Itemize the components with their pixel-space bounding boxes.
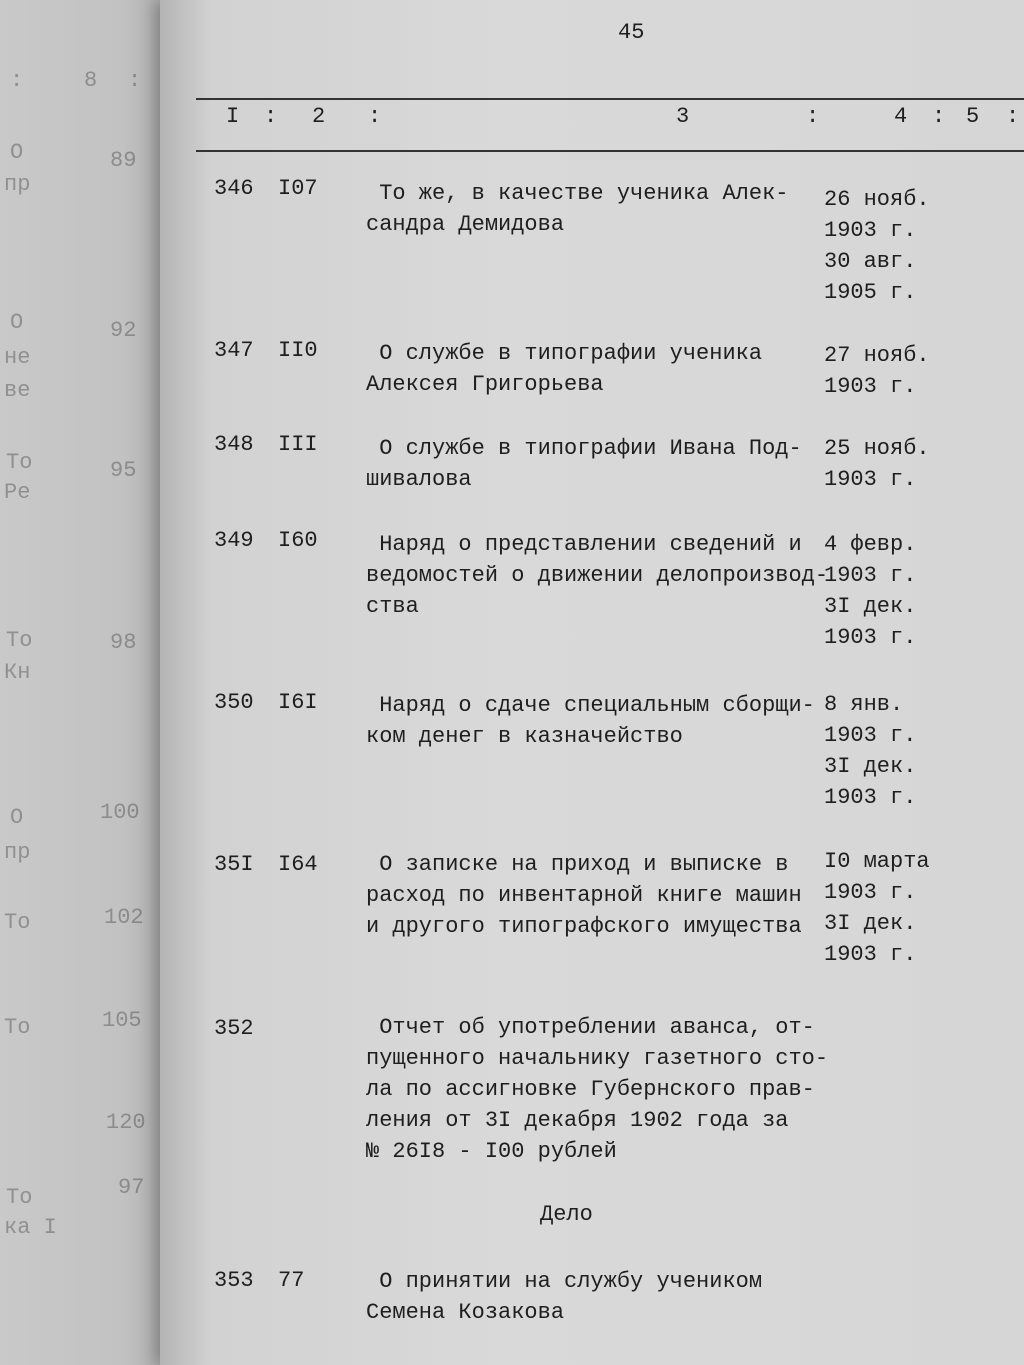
bleed-fragment: 89	[110, 148, 137, 173]
previous-page-edge	[0, 0, 175, 1365]
bleed-fragment: 120	[106, 1110, 146, 1135]
entry-title: О принятии на службу учеником Семена Козакова	[366, 1269, 763, 1325]
bleed-fragment: 98	[110, 630, 137, 655]
entry-number: 352	[214, 1016, 254, 1041]
section-heading: Дело	[540, 1202, 593, 1227]
bleed-fragment: ве	[4, 378, 31, 403]
bleed-fragment: То	[6, 450, 33, 475]
entry-number: 353	[214, 1268, 254, 1293]
page-number: 45	[618, 20, 645, 45]
entry-dates: I0 марта 1903 г. 3I дек. 1903 г.	[824, 849, 930, 967]
header-rule-top	[196, 98, 1024, 100]
entry-code: II0	[278, 338, 318, 363]
column-header-5: 5	[966, 104, 980, 129]
bleed-fragment: O	[10, 140, 24, 165]
bleed-fragment: 100	[100, 800, 140, 825]
document-page	[160, 0, 1024, 1365]
bleed-fragment: O	[10, 310, 24, 335]
entry-title: О записке на приход и выписке в расход по инвентарной книге машин и другого типографского имущества	[366, 852, 802, 939]
column-header-separator: :	[264, 104, 278, 129]
bleed-fragment: Ре	[4, 480, 31, 505]
entry-number: 35I	[214, 852, 254, 877]
bleed-fragment: пр	[4, 840, 31, 865]
header-rule-bottom	[196, 150, 1024, 152]
entry-dates: 26 нояб. 1903 г. 30 авг. 1905 г.	[824, 187, 930, 305]
entry-code: I07	[278, 176, 318, 201]
bleed-fragment: :	[10, 68, 24, 93]
entry-title: Наряд о сдаче специальным сборщи- ком денег в казначейство	[366, 693, 815, 749]
entry-number: 350	[214, 690, 254, 715]
column-header-separator: :	[806, 104, 820, 129]
entry-code: I60	[278, 528, 318, 553]
bleed-fragment: 95	[110, 458, 137, 483]
entry-title: Отчет об употреблении аванса, от- пущенного начальнику газетного сто- ла по ассигновке Губернского прав- ления от 3I декабря 1902 года за № 26I8 - I00 рублей	[366, 1015, 829, 1164]
bleed-fragment: не	[4, 345, 31, 370]
bleed-fragment: ка I	[4, 1215, 57, 1240]
column-header-2: 2	[312, 104, 326, 129]
entry-title: То же, в качестве ученика Алек- сандра Демидова	[366, 181, 789, 237]
entry-code: I6I	[278, 690, 318, 715]
entry-code: III	[278, 432, 318, 457]
entry-title: О службе в типографии Ивана Под- шивалова	[366, 436, 802, 492]
bleed-fragment: 8	[84, 68, 98, 93]
entry-code: I64	[278, 852, 318, 877]
column-header-separator: :	[368, 104, 382, 129]
bleed-fragment: 92	[110, 318, 137, 343]
entry-dates: 25 нояб. 1903 г.	[824, 436, 930, 492]
entry-number: 348	[214, 432, 254, 457]
bleed-fragment: :	[128, 68, 142, 93]
entry-number: 347	[214, 338, 254, 363]
column-header-separator: :	[1006, 104, 1020, 129]
column-header-separator: :	[932, 104, 946, 129]
entry-title: О службе в типографии ученика Алексея Григорьева	[366, 341, 763, 397]
entry-dates: 8 янв. 1903 г. 3I дек. 1903 г.	[824, 692, 917, 810]
entry-number: 349	[214, 528, 254, 553]
bleed-fragment: 102	[104, 905, 144, 930]
bleed-fragment: То	[4, 1015, 31, 1040]
bleed-fragment: 97	[118, 1175, 145, 1200]
entry-title: Наряд о представлении сведений и ведомостей о движении делопроизвод- ства	[366, 532, 829, 619]
bleed-fragment: O	[10, 805, 24, 830]
entry-dates: 4 февр. 1903 г. 3I дек. 1903 г.	[824, 532, 917, 650]
bleed-fragment: Кн	[4, 660, 31, 685]
entry-number: 346	[214, 176, 254, 201]
bleed-fragment: То	[6, 1185, 33, 1210]
entry-code: 77	[278, 1268, 305, 1293]
bleed-fragment: То	[4, 910, 31, 935]
column-header-3: 3	[676, 104, 690, 129]
bleed-fragment: То	[6, 628, 33, 653]
bleed-fragment: 105	[102, 1008, 142, 1033]
column-header-4: 4	[894, 104, 908, 129]
column-header-1: I	[226, 104, 240, 129]
entry-dates: 27 нояб. 1903 г.	[824, 343, 930, 399]
bleed-fragment: пр	[4, 172, 31, 197]
